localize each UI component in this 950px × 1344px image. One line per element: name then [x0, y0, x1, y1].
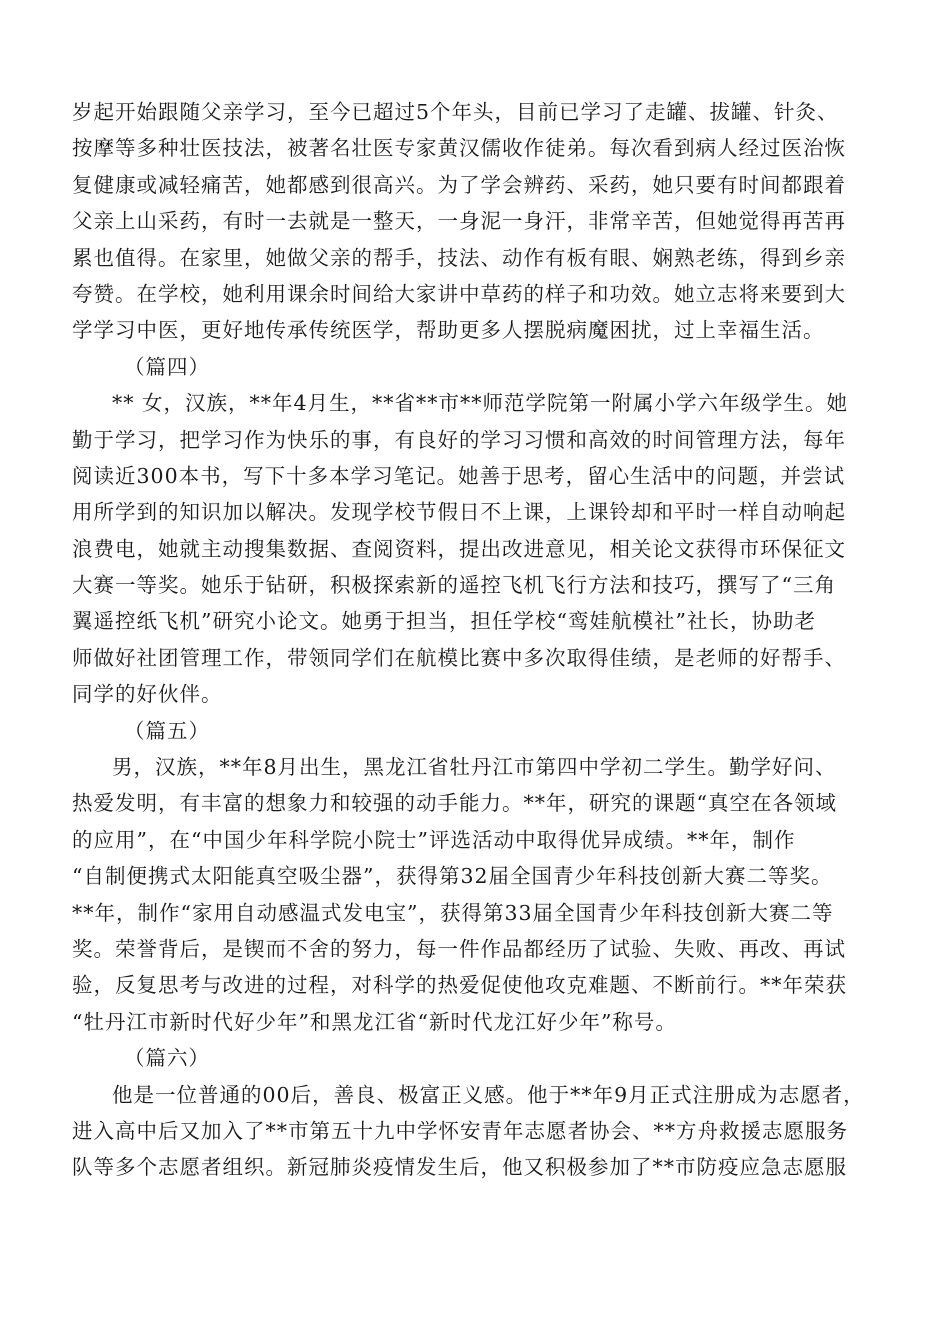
body-text-line: 验，反复思考与改进的过程，对科学的热爱促使他攻克难题、不断前行。**年荣获 — [72, 973, 847, 998]
body-text-line: **年，制作“家用自动感温式发电宝”，获得第33届全国青少年科技创新大赛二等 — [72, 900, 834, 925]
body-text-line: 大赛一等奖。她乐于钻研，积极探索新的遥控飞机飞行方法和技巧，撰写了“三角 — [72, 573, 836, 598]
body-text-line: 按摩等多种壮医技法，被著名壮医专家黄汉儒收作徒弟。每次看到病人经过医治恢 — [72, 136, 846, 161]
body-text-line: 奖。荣誉背后，是锲而不舍的努力，每一件作品都经历了试验、失败、再改、再试 — [72, 936, 846, 961]
body-text-line: 队等多个志愿者组织。新冠肺炎疫情发生后，他又积极参加了**市防疫应急志愿服 — [72, 1155, 847, 1180]
document-page — [72, 94, 882, 1186]
paragraph-first-line: 男，汉族，**年8月出生，黑龙江省牡丹江市第四中学初二学生。勤学好问、 — [112, 755, 837, 780]
body-text-line: 父亲上山采药，有时一去就是一整天，一身泥一身汗，非常辛苦，但她觉得再苦再 — [72, 209, 846, 234]
body-text-line: 进入高中后又加入了**市第五十九中学怀安青年志愿者协会、**方舟救援志愿服务 — [72, 1118, 848, 1143]
paragraph-first-line: 他是一位普通的00后，善良、极富正义感。他于**年9月正式注册成为志愿者， — [112, 1082, 865, 1107]
body-text-line: 夸赞。在学校，她利用课余时间给大家讲中草药的样子和功效。她立志将来要到大 — [72, 281, 846, 306]
body-text-line: “牡丹江市新时代好少年”和黑龙江省“新时代龙江好少年”称号。 — [72, 1009, 677, 1034]
paragraph-first-line: ** 女，汉族，**年4月生，**省**市**师范学院第一附属小学六年级学生。她 — [112, 391, 849, 416]
section-heading: （篇四） — [124, 354, 210, 379]
body-text-line: 阅读近300本书，写下十多本学习笔记。她善于思考，留心生活中的问题，并尝试 — [72, 463, 846, 488]
body-text-line: 勤于学习，把学习作为快乐的事，有良好的学习习惯和高效的时间管理方法，每年 — [72, 427, 846, 452]
section-heading: （篇五） — [124, 718, 210, 743]
body-text-line: 累也值得。在家里，她做父亲的帮手，技法、动作有板有眼、娴熟老练，得到乡亲 — [72, 245, 846, 270]
body-text-line: 学学习中医，更好地传承传统医学，帮助更多人摆脱病魔困扰，过上幸福生活。 — [72, 318, 825, 343]
body-text-line: 的应用”，在“中国少年科学院小院士”评选活动中取得优异成绩。**年，制作 — [72, 827, 796, 852]
section-heading: （篇六） — [124, 1046, 210, 1071]
body-text-line: 岁起开始跟随父亲学习，至今已超过5个年头，目前已学习了走罐、拔罐、针灸、 — [72, 100, 839, 124]
body-text-line: “自制便携式太阳能真空吸尘器”，获得第32届全国青少年科技创新大赛二等奖。 — [72, 864, 833, 889]
body-text-line: 同学的好伙伴。 — [72, 682, 223, 707]
body-text-line: 复健康或减轻痛苦，她都感到很高兴。为了学会辨药、采药，她只要有时间都跟着 — [72, 172, 846, 197]
body-text-line: 用所学到的知识加以解决。发现学校节假日不上课，上课铃却和平时一样自动响起 — [72, 500, 846, 525]
body-text-line: 浪费电，她就主动搜集数据、查阅资料，提出改进意见，相关论文获得市环保征文 — [72, 536, 846, 561]
body-text-line: 师做好社团管理工作，带领同学们在航模比赛中多次取得佳绩，是老师的好帮手、 — [72, 645, 846, 670]
body-text-line: 热爱发明，有丰富的想象力和较强的动手能力。**年，研究的课题“真空在各领域 — [72, 791, 837, 816]
body-text-line: 翼遥控纸飞机”研究小论文。她勇于担当，担任学校“鸾娃航模社”社长，协助老 — [72, 609, 816, 634]
